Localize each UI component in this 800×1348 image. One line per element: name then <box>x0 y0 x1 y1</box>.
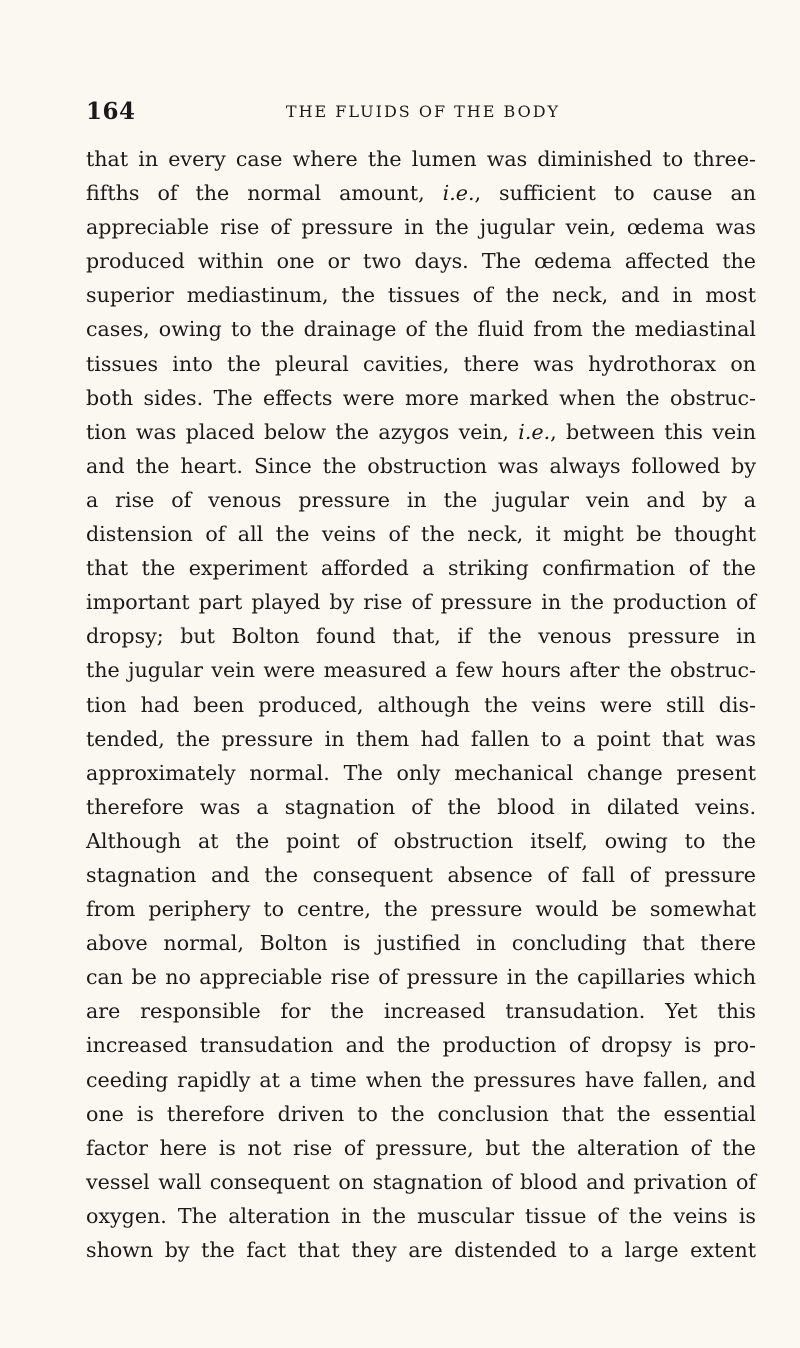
text-line: therefore was a stagnation of the blood in dilated veins. <box>86 794 756 819</box>
text-line: that the experiment afforded a striking confirmation of the <box>86 556 756 581</box>
text-line: shown by the fact that they are distended to a large extent <box>86 1238 756 1262</box>
text-line: factor here is not rise of pressure, but the alteration of the <box>86 1135 756 1160</box>
text-line: important part played by rise of pressure in the production of <box>86 590 756 615</box>
text-line: appreciable rise of pressure in the jugular vein, œdema was <box>86 215 756 240</box>
text-line: above normal, Bolton is justified in concluding that there <box>86 931 756 956</box>
text-line: tended, the pressure in them had fallen to a point that was <box>86 726 756 751</box>
text-line: one is therefore driven to the conclusion that the essential <box>86 1101 756 1126</box>
text-line: stagnation and the consequent absence of fall of pressure <box>86 862 756 887</box>
page-number: 164 <box>86 98 136 125</box>
running-head: THE FLUIDS OF THE BODY <box>285 102 561 121</box>
body-text <box>86 142 756 1267</box>
text-line: can be no appreciable rise of pressure in the capillaries which <box>86 965 756 990</box>
text-line: distension of all the veins of the neck, it might be thought <box>86 522 756 547</box>
text-line: tion was placed below the azygos vein, i.e., between this vein <box>86 419 757 444</box>
text-line: the jugular vein were measured a few hours after the obstruc- <box>86 658 756 683</box>
text-line: both sides. The effects were more marked when the obstruc- <box>86 385 756 410</box>
abbreviation-ie: i.e. <box>442 181 475 206</box>
text-line: fifths of the normal amount, i.e., sufficient to cause an <box>86 181 756 206</box>
text-line: produced within one or two days. The œdema affected the <box>86 249 756 274</box>
text-line: ceeding rapidly at a time when the pressures have fallen, and <box>86 1067 756 1092</box>
text-line: that in every case where the lumen was diminished to three- <box>86 147 756 171</box>
text-line: cases, owing to the drainage of the fluid from the mediastinal <box>86 317 756 342</box>
abbreviation-ie: i.e. <box>518 419 551 444</box>
text-line: approximately normal. The only mechanical change present <box>86 760 756 785</box>
text-line: vessel wall consequent on stagnation of blood and privation of <box>86 1169 756 1194</box>
text-line: tion had been produced, although the veins were still dis- <box>86 692 756 717</box>
page-header <box>86 98 756 132</box>
text-line: superior mediastinum, the tissues of the neck, and in most <box>86 283 756 308</box>
text-line: are responsible for the increased transudation. Yet this <box>86 999 756 1024</box>
text-line: from periphery to centre, the pressure would be somewhat <box>86 897 756 922</box>
text-line: a rise of venous pressure in the jugular vein and by a <box>86 487 756 512</box>
text-line: tissues into the pleural cavities, there was hydrothorax on <box>86 351 756 376</box>
text-line: increased transudation and the production of dropsy is pro- <box>86 1033 756 1058</box>
text-line: dropsy; but Bolton found that, if the venous pressure in <box>86 624 756 649</box>
text-line: oxygen. The alteration in the muscular tissue of the veins is <box>86 1203 756 1228</box>
text-line: and the heart. Since the obstruction was always followed by <box>86 453 756 478</box>
text-line: Although at the point of obstruction itself, owing to the <box>86 828 756 853</box>
